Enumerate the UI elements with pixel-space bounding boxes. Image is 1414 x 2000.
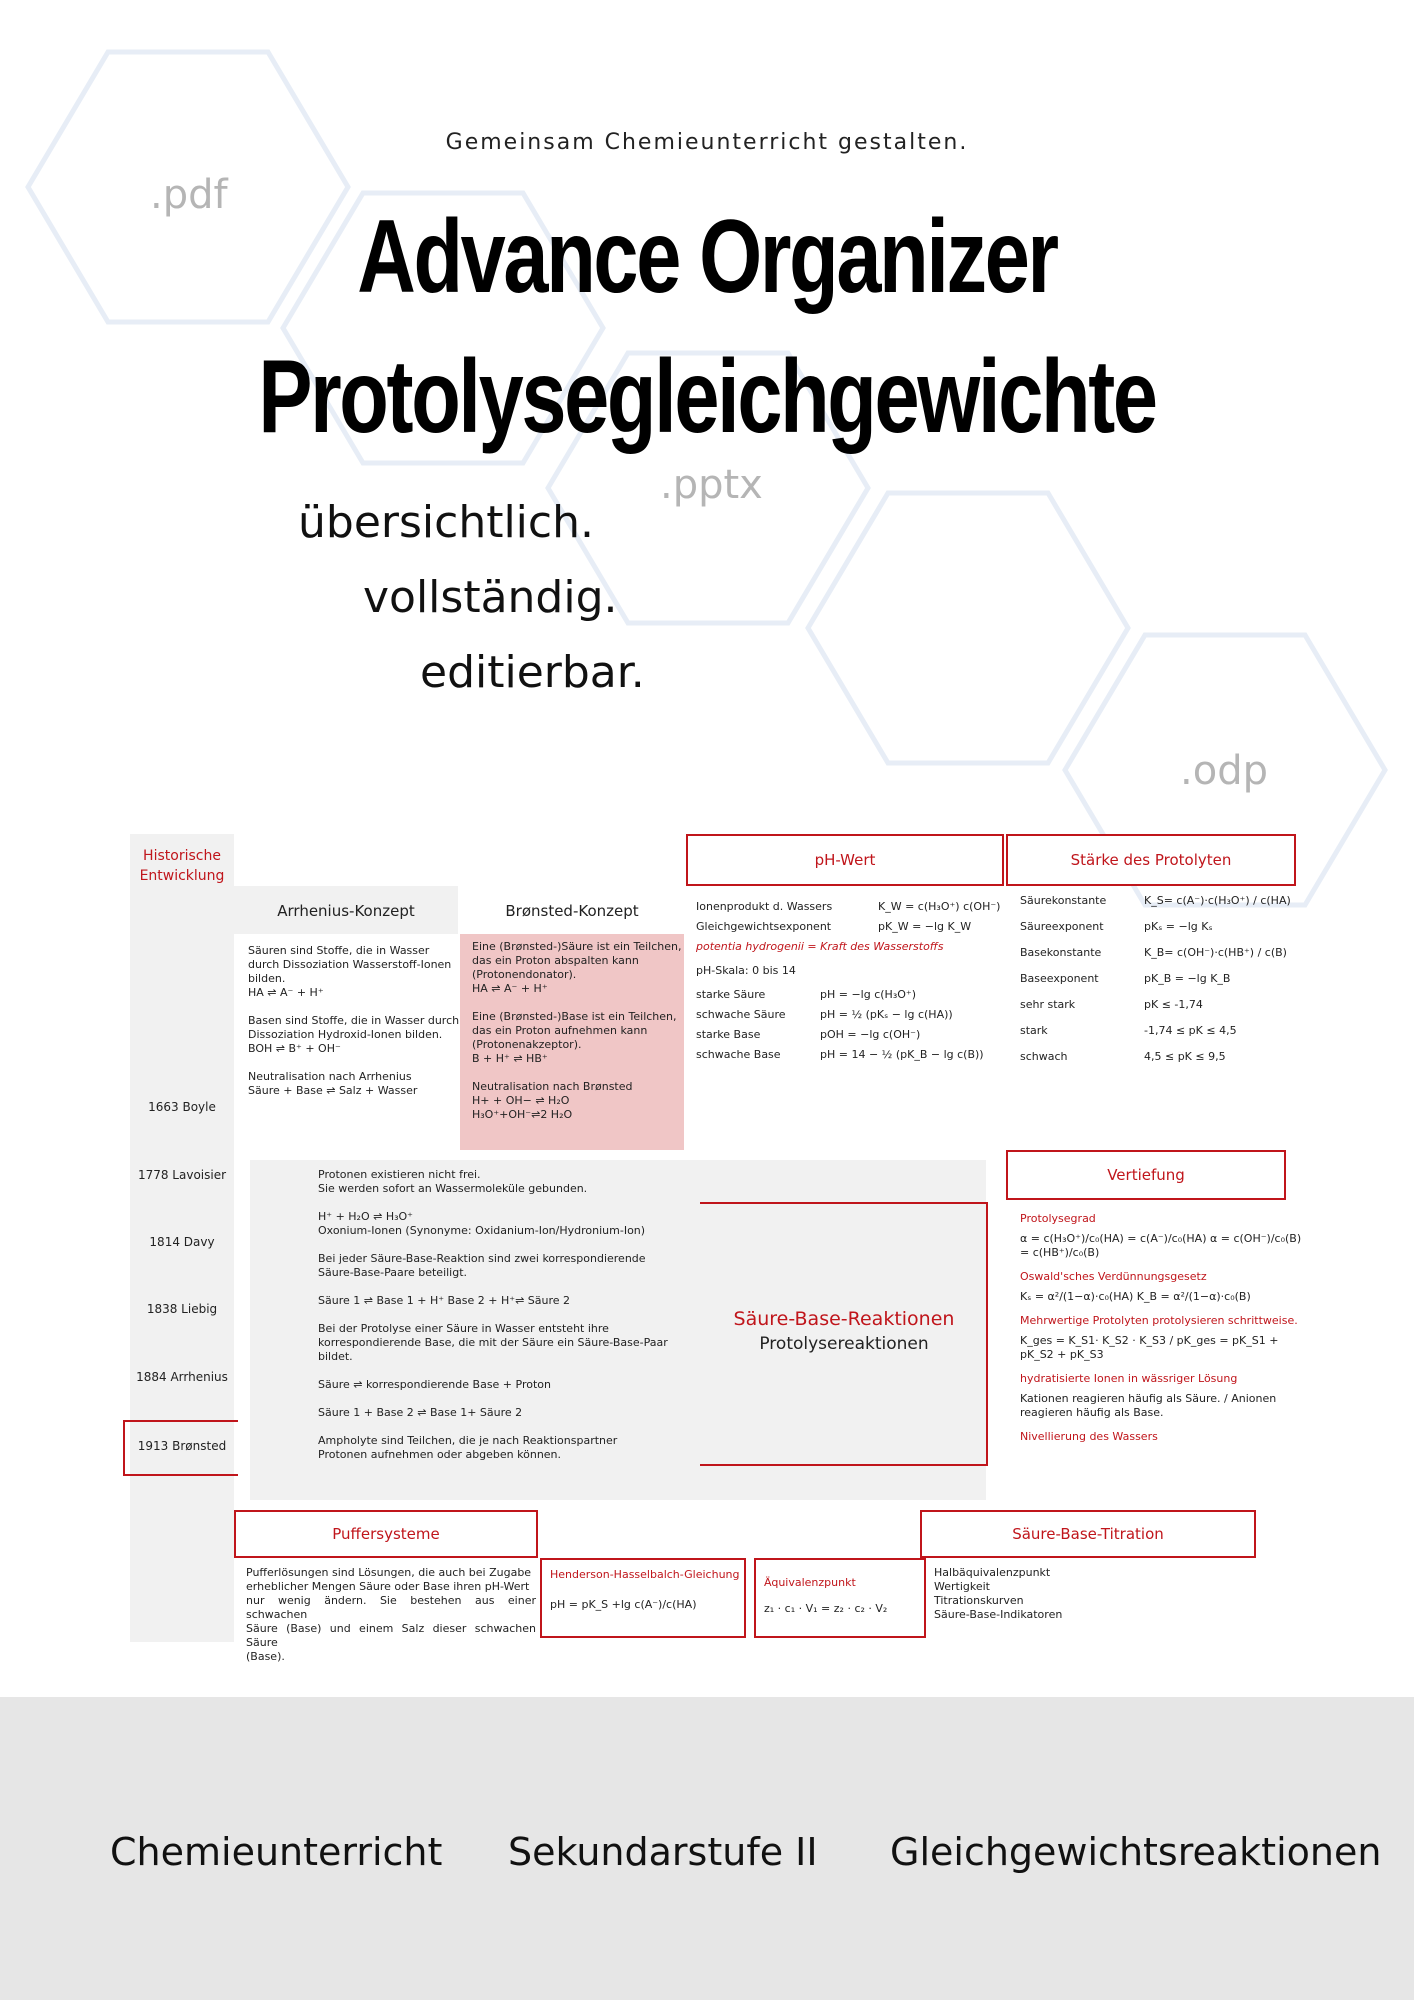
vertiefung-item-text: α = c(H₃O⁺)/c₀(HA) = c(A⁻)/c₀(HA) α = c(OH⁻)/c₀(B) = c(HB⁺)/c₀(B) <box>1020 1232 1302 1259</box>
history-heading: Historische Entwicklung <box>139 848 225 884</box>
arrhenius-line: bilden. <box>248 972 286 985</box>
puffer-line: erheblicher Mengen Säure oder Base ihren pH-Wert <box>246 1580 530 1593</box>
footer-tag-gleichgewichtsreaktionen: Gleichgewichtsreaktionen <box>890 1830 1382 1874</box>
ph-row <box>696 900 1006 914</box>
year-boyle: 1663 Boyle <box>148 1100 216 1114</box>
puffer-line: nur wenig ändern. Sie bestehen aus einer schwachen <box>246 1594 536 1621</box>
vertiefung-item-text: K_ges = K_S1· K_S2 · K_S3 / pK_ges = pK_S1 + pK_S2 + pK_S3 <box>1020 1334 1279 1361</box>
reaktionen-line <box>318 1420 698 1434</box>
staerke-value: pK ≤ -1,74 <box>1144 998 1203 1011</box>
vertiefung-item-label: Protolysegrad <box>1020 1212 1096 1225</box>
ph-value: pK_W = −lg K_W <box>878 920 972 933</box>
ph-row <box>696 1048 1006 1062</box>
tagline: Gemeinsam Chemieunterricht gestalten. <box>445 130 969 155</box>
titration-line: Titrationskurven <box>934 1594 1024 1607</box>
puffer-heading: Puffersysteme <box>332 1525 440 1543</box>
reaktionen-line: Säure 1 + Base 2 ⇌ Base 1+ Säure 2 <box>318 1406 523 1419</box>
ph-value: pH = 14 − ½ (pK_B − lg c(B)) <box>820 1048 984 1061</box>
reaktionen-line <box>318 1238 698 1252</box>
staerke-row <box>1020 946 1300 960</box>
reaktionen-line <box>318 1196 698 1210</box>
format-pptx: .pptx <box>660 462 763 508</box>
henderson-heading: Henderson-Hasselbalch-Gleichung <box>550 1568 740 1581</box>
ph-heading-box <box>686 834 1004 886</box>
titration-heading: Säure-Base-Titration <box>1012 1525 1164 1543</box>
year-lavoisier: 1778 Lavoisier <box>137 1168 227 1182</box>
bronsted-text <box>472 940 682 1122</box>
staerke-row <box>1020 1050 1300 1064</box>
year-arrhenius: 1884 Arrhenius <box>136 1370 228 1384</box>
ph-row <box>696 1028 1006 1042</box>
titration-heading-box <box>920 1510 1256 1558</box>
ph-row <box>696 920 1006 934</box>
bronsted-line: das ein Proton aufnehmen kann <box>472 1024 648 1037</box>
reaktionen-line: Säure 1 ⇌ Base 1 + H⁺ Base 2 + H⁺⇌ Säure 2 <box>318 1294 571 1307</box>
ph-label: schwache Säure <box>696 1008 786 1021</box>
titration-line: Wertigkeit <box>934 1580 990 1593</box>
bronsted-line <box>472 1066 682 1080</box>
vertiefung-heading-box <box>1006 1150 1286 1200</box>
keyword-uebersichtlich: übersichtlich. <box>298 497 594 548</box>
bronsted-line <box>472 996 682 1010</box>
arrhenius-line: Dissoziation Hydroxid-Ionen bilden. <box>248 1028 443 1041</box>
vertiefung-item-text: Kationen reagieren häufig als Säure. / Anionen reagieren häufig als Base. <box>1020 1392 1277 1419</box>
arrhenius-line: Säuren sind Stoffe, die in Wasser <box>248 944 430 957</box>
aequivalenz-box <box>754 1558 926 1638</box>
year-davy: 1814 Davy <box>149 1235 215 1249</box>
staerke-label: Säurekonstante <box>1020 894 1107 907</box>
reaktionen-line: Säure ⇌ korrespondierende Base + Proton <box>318 1378 551 1391</box>
arrhenius-text <box>248 944 463 1098</box>
keyword-vollstaendig: vollständig. <box>363 572 618 623</box>
staerke-value: 4,5 ≤ pK ≤ 9,5 <box>1144 1050 1226 1063</box>
ph-row <box>696 1008 1006 1022</box>
puffer-line: (Base). <box>246 1650 285 1663</box>
vertiefung-item-label: hydratisierte Ionen in wässriger Lösung <box>1020 1372 1238 1385</box>
staerke-row <box>1020 920 1300 934</box>
staerke-row <box>1020 1024 1300 1038</box>
ph-label: starke Säure <box>696 988 766 1001</box>
staerke-value: K_S= c(A⁻)·c(H₃O⁺) / c(HA) <box>1144 894 1291 907</box>
staerke-value: K_B= c(OH⁻)·c(HB⁺) / c(B) <box>1144 946 1287 959</box>
vertiefung-heading: Vertiefung <box>1107 1166 1185 1184</box>
aequivalenz-formula: z₁ · c₁ · V₁ = z₂ · c₂ · V₂ <box>764 1602 888 1615</box>
puffer-heading-box <box>234 1510 538 1558</box>
bronsted-line: (Protonenakzeptor). <box>472 1038 582 1051</box>
arrhenius-line: HA ⇌ A⁻ + H⁺ <box>248 986 324 999</box>
reaktionen-line <box>318 1280 698 1294</box>
bronsted-line: HA ⇌ A⁻ + H⁺ <box>472 982 548 995</box>
staerke-label: Baseexponent <box>1020 972 1099 985</box>
titration-line: Säure-Base-Indikatoren <box>934 1608 1063 1621</box>
bronsted-line: H₃O⁺+OH⁻⇌2 H₂O <box>472 1108 573 1121</box>
arrhenius-heading: Arrhenius-Konzept <box>277 902 415 920</box>
bronsted-heading: Brønsted-Konzept <box>505 902 639 920</box>
year-bronsted: 1913 Brønsted <box>137 1439 227 1453</box>
bronsted-line: Eine (Brønsted-)Säure ist ein Teilchen, <box>472 940 682 953</box>
ph-label: starke Base <box>696 1028 761 1041</box>
ph-label: Gleichgewichtsexponent <box>696 920 832 933</box>
vertiefung-item-label: Oswald'sches Verdünnungsgesetz <box>1020 1270 1207 1283</box>
staerke-label: stark <box>1020 1024 1048 1037</box>
titration-text <box>934 1566 1234 1622</box>
arrhenius-line: Basen sind Stoffe, die in Wasser durch <box>248 1014 460 1027</box>
bronsted-line: Neutralisation nach Brønsted <box>472 1080 633 1093</box>
staerke-heading-box <box>1006 834 1296 886</box>
ph-text <box>696 894 1006 1068</box>
bronsted-line: (Protonendonator). <box>472 968 577 981</box>
ph-row <box>696 988 1006 1002</box>
aequivalenz-heading: Äquivalenzpunkt <box>764 1576 856 1589</box>
footer-tag-sekundarstufe: Sekundarstufe II <box>508 1830 818 1874</box>
reaktionen-heading: Säure-Base-Reaktionen <box>733 1308 955 1330</box>
arrhenius-line: Säure + Base ⇌ Salz + Wasser <box>248 1084 418 1097</box>
arrhenius-line: Neutralisation nach Arrhenius <box>248 1070 412 1083</box>
bronsted-line: das ein Proton abspalten kann <box>472 954 639 967</box>
staerke-label: schwach <box>1020 1050 1068 1063</box>
ph-label: schwache Base <box>696 1048 781 1061</box>
ph-note: potentia hydrogenii = Kraft des Wasserstoffs <box>696 940 944 953</box>
ph-value: pOH = −lg c(OH⁻) <box>820 1028 921 1041</box>
keyword-editierbar: editierbar. <box>420 647 645 698</box>
reaktionen-line <box>318 1364 698 1378</box>
ph-label: Ionenprodukt d. Wassers <box>696 900 833 913</box>
format-pdf: .pdf <box>150 172 228 218</box>
staerke-row <box>1020 972 1300 986</box>
puffer-text <box>246 1566 536 1663</box>
vertiefung-item-label: Mehrwertige Protolyten protolysieren schrittweise. <box>1020 1314 1298 1327</box>
year-liebig: 1838 Liebig <box>146 1302 218 1316</box>
staerke-value: -1,74 ≤ pK ≤ 4,5 <box>1144 1024 1237 1037</box>
puffer-line: Pufferlösungen sind Lösungen, die auch bei Zugabe <box>246 1566 532 1579</box>
reaktionen-line: Protonen aufnehmen oder abgeben können. <box>318 1448 562 1461</box>
format-odp: .odp <box>1180 748 1268 794</box>
ph-heading: pH-Wert <box>814 851 876 869</box>
reaktionen-line: Oxonium-Ionen (Synonyme: Oxidanium-Ion/Hydronium-Ion) <box>318 1224 646 1237</box>
arrhenius-line <box>248 1000 463 1014</box>
staerke-row <box>1020 998 1300 1012</box>
reaktionen-line: Bei jeder Säure-Base-Reaktion sind zwei korrespondierende <box>318 1252 646 1265</box>
titration-line: Halbäquivalenzpunkt <box>934 1566 1051 1579</box>
henderson-formula: pH = pK_S +lg c(A⁻)/c(HA) <box>550 1598 697 1611</box>
ph-value: K_W = c(H₃O⁺) c(OH⁻) <box>878 900 1001 913</box>
reaktionen-line: korrespondierende Base, die mit der Säure ein Säure-Base-Paar bildet. <box>318 1336 668 1363</box>
staerke-label: Säureexponent <box>1020 920 1104 933</box>
vertiefung-item-label: Nivellierung des Wassers <box>1020 1430 1158 1443</box>
reaktionen-line: Sie werden sofort an Wassermoleküle gebunden. <box>318 1182 588 1195</box>
staerke-text <box>1020 894 1300 1076</box>
title-line-1: Advance Organizer <box>357 199 1057 315</box>
bronsted-line: Eine (Brønsted-)Base ist ein Teilchen, <box>472 1010 677 1023</box>
reaktionen-line: Bei der Protolyse einer Säure in Wasser entsteht ihre <box>318 1322 609 1335</box>
organizer-poster <box>128 830 1308 1663</box>
staerke-heading: Stärke des Protolyten <box>1070 851 1232 869</box>
staerke-value: pKₛ = −lg Kₛ <box>1144 920 1213 933</box>
staerke-label: Basekonstante <box>1020 946 1102 959</box>
vertiefung-item-text: Kₛ = α²/(1−α)·c₀(HA) K_B = α²/(1−α)·c₀(B) <box>1020 1290 1251 1303</box>
reaktionen-line <box>318 1392 698 1406</box>
reaktionen-line: Ampholyte sind Teilchen, die je nach Reaktionspartner <box>318 1434 618 1447</box>
puffer-line: Säure (Base) und einem Salz dieser schwachen Säure <box>246 1622 536 1649</box>
bronsted-line: H+ + OH− ⇌ H₂O <box>472 1094 570 1107</box>
staerke-label: sehr stark <box>1020 998 1076 1011</box>
staerke-value: pK_B = −lg K_B <box>1144 972 1231 985</box>
arrhenius-line <box>248 1056 463 1070</box>
title-line-2: Protolysegleichgewichte <box>258 339 1156 455</box>
reaktionen-line: Säure-Base-Paare beteiligt. <box>318 1266 468 1279</box>
arrhenius-line: BOH ⇌ B⁺ + OH⁻ <box>248 1042 341 1055</box>
reaktionen-line: Protonen existieren nicht frei. <box>318 1168 481 1181</box>
footer-tag-chemieunterricht: Chemieunterricht <box>110 1830 443 1874</box>
bronsted-line: B + H⁺ ⇌ HB⁺ <box>472 1052 548 1065</box>
reaktionen-subheading: Protolysereaktionen <box>759 1334 929 1354</box>
reaktionen-line <box>318 1308 698 1322</box>
ph-value: pH = ½ (pKₛ − lg c(HA)) <box>820 1008 953 1021</box>
ph-value: pH = −lg c(H₃O⁺) <box>820 988 916 1001</box>
ph-scale: pH-Skala: 0 bis 14 <box>696 964 796 977</box>
reaktionen-text <box>318 1168 698 1462</box>
vertiefung-text <box>1020 1208 1302 1444</box>
arrhenius-line: durch Dissoziation Wasserstoff-Ionen <box>248 958 452 971</box>
reaktionen-line: H⁺ + H₂O ⇌ H₃O⁺ <box>318 1210 413 1223</box>
staerke-row <box>1020 894 1300 908</box>
